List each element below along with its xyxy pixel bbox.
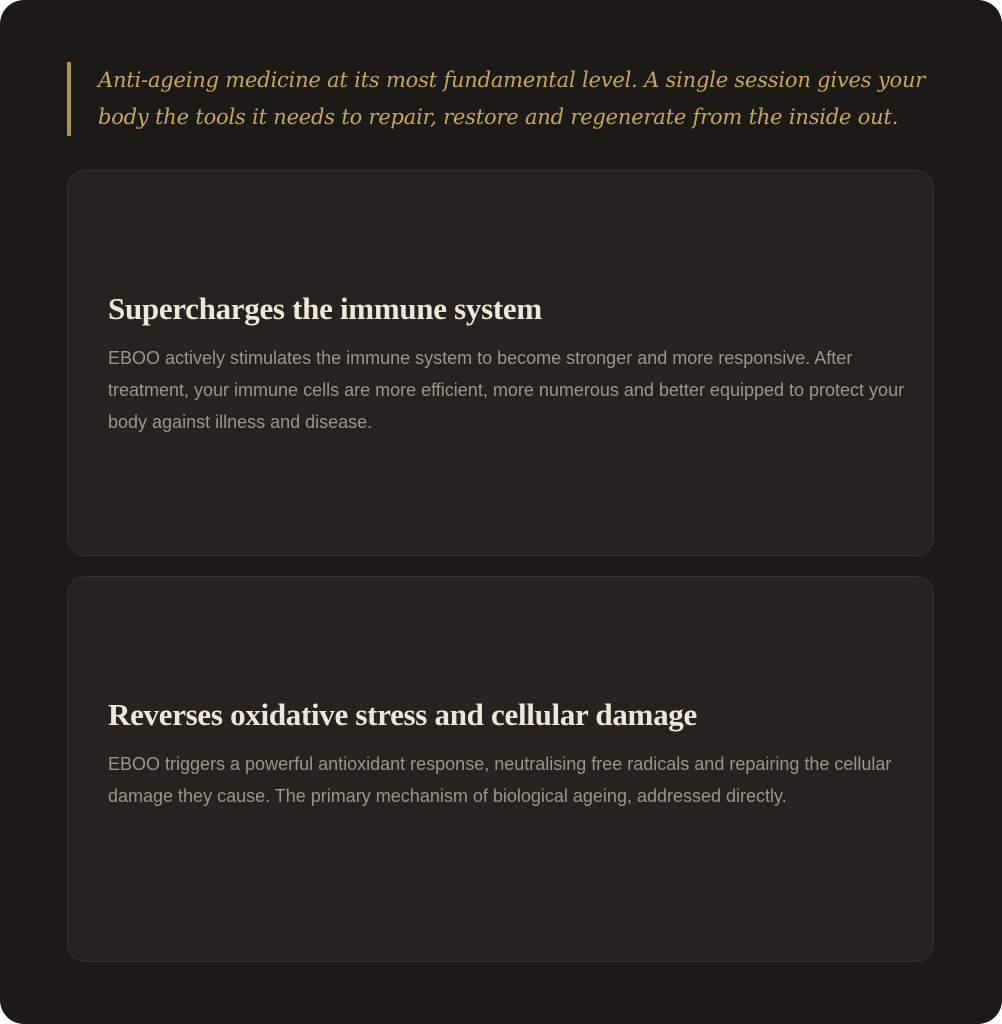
benefit-card-description: EBOO actively stimulates the immune system to become stronger and more responsive. After treatment, your immune cells are more efficient, more numerous and better equipped to protect your body against illness and disease. xyxy=(108,348,905,432)
benefit-card-title: Reverses oxidative stress and cellular damage xyxy=(108,697,697,732)
benefit-card-title: Supercharges the immune system xyxy=(108,291,542,326)
benefit-card-immune xyxy=(67,170,934,556)
benefit-card-description: EBOO triggers a powerful antioxidant response, neutralising free radicals and repairing the cellular damage they cause. The primary mechanism of biological ageing, addressed directly. xyxy=(108,754,892,806)
benefit-card-oxidative xyxy=(67,576,934,962)
intro-quote: Anti-ageing medicine at its most fundamental level. A single session gives your body the tools it needs to repair, restore and regenerate from the inside out. xyxy=(67,62,947,136)
